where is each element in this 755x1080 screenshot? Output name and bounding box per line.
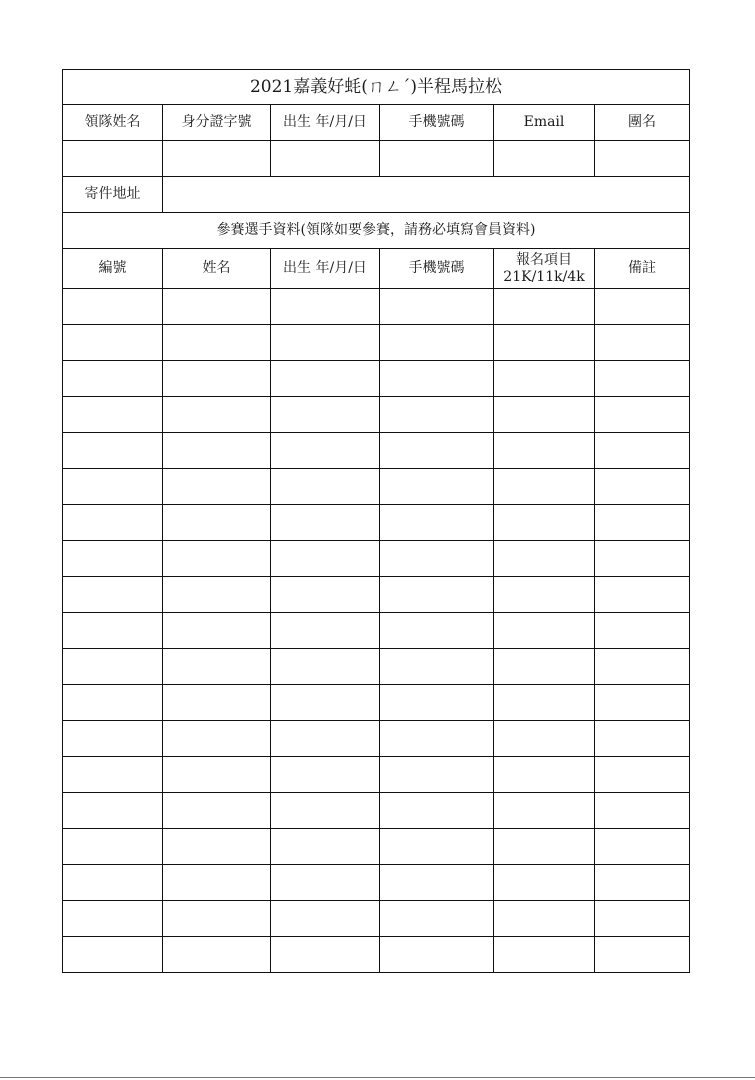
leader-name-header: 領隊姓名 xyxy=(63,105,163,141)
participant-row xyxy=(63,793,690,829)
participant-notes-field[interactable] xyxy=(595,325,690,361)
participant-row xyxy=(63,865,690,901)
participant-number-field[interactable] xyxy=(63,937,163,973)
participant-phone-field[interactable] xyxy=(380,613,494,649)
participant-event-field[interactable] xyxy=(494,901,595,937)
participant-name-field[interactable] xyxy=(163,361,271,397)
participant-notes-field[interactable] xyxy=(595,793,690,829)
participant-birthdate-field[interactable] xyxy=(271,829,380,865)
participants-title-row xyxy=(63,213,690,249)
participant-name-field[interactable] xyxy=(163,613,271,649)
participant-name-field[interactable] xyxy=(163,325,271,361)
participant-phone-field[interactable] xyxy=(380,541,494,577)
participant-event-field[interactable] xyxy=(494,937,595,973)
participant-phone-field[interactable] xyxy=(380,361,494,397)
leader-input-row xyxy=(63,141,690,177)
participant-notes-field[interactable] xyxy=(595,505,690,541)
participant-birthdate-field[interactable] xyxy=(271,577,380,613)
leader-header-row xyxy=(63,105,690,141)
email-field[interactable] xyxy=(494,141,595,177)
participant-name-field[interactable] xyxy=(163,469,271,505)
participant-name-field[interactable] xyxy=(163,793,271,829)
participant-number-field[interactable] xyxy=(63,325,163,361)
participant-name-field[interactable] xyxy=(163,937,271,973)
participant-name-field[interactable] xyxy=(163,541,271,577)
participant-event-field[interactable] xyxy=(494,397,595,433)
participant-event-field[interactable] xyxy=(494,757,595,793)
participant-name-field[interactable] xyxy=(163,397,271,433)
participant-notes-field[interactable] xyxy=(595,613,690,649)
participant-birthdate-field[interactable] xyxy=(271,289,380,325)
participant-name-field[interactable] xyxy=(163,865,271,901)
participant-birthdate-field[interactable] xyxy=(271,865,380,901)
participant-event-field[interactable] xyxy=(494,577,595,613)
participant-phone-field[interactable] xyxy=(380,937,494,973)
participant-phone-field[interactable] xyxy=(380,829,494,865)
participant-number-field[interactable] xyxy=(63,577,163,613)
participant-birthdate-field[interactable] xyxy=(271,685,380,721)
event-header xyxy=(494,249,595,289)
participant-row xyxy=(63,541,690,577)
participant-event-field[interactable] xyxy=(494,433,595,469)
participant-birthdate-field[interactable] xyxy=(271,505,380,541)
participant-birthdate-field[interactable] xyxy=(271,397,380,433)
participant-row xyxy=(63,505,690,541)
registration-form xyxy=(62,69,690,973)
participant-event-field[interactable] xyxy=(494,829,595,865)
participant-phone-field[interactable] xyxy=(380,685,494,721)
participants-header-row xyxy=(63,249,690,289)
participant-row xyxy=(63,937,690,973)
participant-birthdate-field[interactable] xyxy=(271,757,380,793)
participant-number-field[interactable] xyxy=(63,829,163,865)
participant-birthdate-field[interactable] xyxy=(271,613,380,649)
participant-birthdate-field[interactable] xyxy=(271,793,380,829)
participant-birthdate-field[interactable] xyxy=(271,937,380,973)
event-header-line2: 21K/11k/4k xyxy=(503,268,585,285)
participant-name-field[interactable] xyxy=(163,721,271,757)
participant-event-field[interactable] xyxy=(494,613,595,649)
participant-phone-field[interactable] xyxy=(380,577,494,613)
participant-event-field[interactable] xyxy=(494,865,595,901)
participant-name-field[interactable] xyxy=(163,757,271,793)
participant-number-field[interactable] xyxy=(63,469,163,505)
participant-name-field[interactable] xyxy=(163,829,271,865)
participant-notes-field[interactable] xyxy=(595,289,690,325)
leader-phone-header: 手機號碼 xyxy=(380,105,494,141)
participant-phone-field[interactable] xyxy=(380,865,494,901)
participant-row xyxy=(63,901,690,937)
participant-phone-field[interactable] xyxy=(380,721,494,757)
participant-notes-field[interactable] xyxy=(595,901,690,937)
participant-number-field[interactable] xyxy=(63,685,163,721)
participant-phone-field[interactable] xyxy=(380,757,494,793)
participant-event-field[interactable] xyxy=(494,325,595,361)
mailing-address-label: 寄件地址 xyxy=(63,177,163,213)
participant-birthdate-field[interactable] xyxy=(271,721,380,757)
participant-phone-field[interactable] xyxy=(380,793,494,829)
participant-number-field[interactable] xyxy=(63,397,163,433)
participant-phone-field[interactable] xyxy=(380,397,494,433)
participant-phone-field[interactable] xyxy=(380,469,494,505)
participant-number-field[interactable] xyxy=(63,865,163,901)
participant-event-field[interactable] xyxy=(494,793,595,829)
participant-notes-field[interactable] xyxy=(595,757,690,793)
id-number-field[interactable] xyxy=(163,141,271,177)
participant-notes-field[interactable] xyxy=(595,937,690,973)
leader-birthdate-header: 出生 年/月/日 xyxy=(271,105,380,141)
email-header: Email xyxy=(494,105,595,141)
participant-name-field[interactable] xyxy=(163,901,271,937)
participant-number-field[interactable] xyxy=(63,721,163,757)
participant-birthdate-field[interactable] xyxy=(271,325,380,361)
participant-row xyxy=(63,829,690,865)
participant-notes-field[interactable] xyxy=(595,829,690,865)
participant-event-field[interactable] xyxy=(494,541,595,577)
participant-number-field[interactable] xyxy=(63,433,163,469)
participant-row xyxy=(63,649,690,685)
participant-row xyxy=(63,757,690,793)
participant-notes-field[interactable] xyxy=(595,397,690,433)
participant-name-field[interactable] xyxy=(163,649,271,685)
participant-phone-field[interactable] xyxy=(380,433,494,469)
participant-number-field[interactable] xyxy=(63,541,163,577)
participant-notes-field[interactable] xyxy=(595,433,690,469)
number-header: 編號 xyxy=(63,249,163,289)
page-divider xyxy=(0,1077,755,1078)
participant-number-field[interactable] xyxy=(63,361,163,397)
participant-row xyxy=(63,613,690,649)
participant-row xyxy=(63,433,690,469)
participant-row xyxy=(63,361,690,397)
participant-name-field[interactable] xyxy=(163,505,271,541)
participant-row xyxy=(63,469,690,505)
participant-event-field[interactable] xyxy=(494,469,595,505)
participant-phone-field[interactable] xyxy=(380,289,494,325)
participant-row xyxy=(63,325,690,361)
participant-row xyxy=(63,577,690,613)
name-header: 姓名 xyxy=(163,249,271,289)
participant-birthdate-field[interactable] xyxy=(271,433,380,469)
id-number-header: 身分證字號 xyxy=(163,105,271,141)
form-title: 2021嘉義好蚝(ㄇㄥˊ)半程馬拉松 xyxy=(63,70,690,105)
phone-header: 手機號碼 xyxy=(380,249,494,289)
leader-phone-field[interactable] xyxy=(380,141,494,177)
participant-notes-field[interactable] xyxy=(595,721,690,757)
participant-number-field[interactable] xyxy=(63,793,163,829)
participant-number-field[interactable] xyxy=(63,505,163,541)
participant-birthdate-field[interactable] xyxy=(271,901,380,937)
participant-number-field[interactable] xyxy=(63,757,163,793)
participant-phone-field[interactable] xyxy=(380,325,494,361)
participant-row xyxy=(63,685,690,721)
participant-number-field[interactable] xyxy=(63,613,163,649)
participant-birthdate-field[interactable] xyxy=(271,469,380,505)
event-header-line1: 報名項目 xyxy=(516,251,572,268)
participant-birthdate-field[interactable] xyxy=(271,361,380,397)
participant-event-field[interactable] xyxy=(494,685,595,721)
participant-notes-field[interactable] xyxy=(595,541,690,577)
birthdate-header: 出生 年/月/日 xyxy=(271,249,380,289)
participant-name-field[interactable] xyxy=(163,289,271,325)
participant-notes-field[interactable] xyxy=(595,649,690,685)
mailing-address-row xyxy=(63,177,690,213)
team-name-header: 團名 xyxy=(595,105,690,141)
participant-birthdate-field[interactable] xyxy=(271,649,380,685)
participant-notes-field[interactable] xyxy=(595,577,690,613)
participant-notes-field[interactable] xyxy=(595,685,690,721)
participant-event-field[interactable] xyxy=(494,289,595,325)
participant-row xyxy=(63,397,690,433)
participant-phone-field[interactable] xyxy=(380,505,494,541)
participant-number-field[interactable] xyxy=(63,289,163,325)
participant-notes-field[interactable] xyxy=(595,361,690,397)
participant-name-field[interactable] xyxy=(163,577,271,613)
leader-name-field[interactable] xyxy=(63,141,163,177)
participant-number-field[interactable] xyxy=(63,901,163,937)
participant-phone-field[interactable] xyxy=(380,901,494,937)
participant-row xyxy=(63,289,690,325)
participant-birthdate-field[interactable] xyxy=(271,541,380,577)
mailing-address-field[interactable] xyxy=(163,177,690,213)
notes-header: 備註 xyxy=(595,249,690,289)
participant-name-field[interactable] xyxy=(163,685,271,721)
participant-event-field[interactable] xyxy=(494,361,595,397)
participant-name-field[interactable] xyxy=(163,433,271,469)
participant-notes-field[interactable] xyxy=(595,865,690,901)
participants-section-title: 參賽選手資料(領隊如要參賽，請務必填寫會員資料) xyxy=(63,213,690,249)
participant-notes-field[interactable] xyxy=(595,469,690,505)
team-name-field[interactable] xyxy=(595,141,690,177)
leader-birthdate-field[interactable] xyxy=(271,141,380,177)
participant-phone-field[interactable] xyxy=(380,649,494,685)
participant-row xyxy=(63,721,690,757)
participant-number-field[interactable] xyxy=(63,649,163,685)
participant-event-field[interactable] xyxy=(494,505,595,541)
participant-event-field[interactable] xyxy=(494,649,595,685)
participant-event-field[interactable] xyxy=(494,721,595,757)
